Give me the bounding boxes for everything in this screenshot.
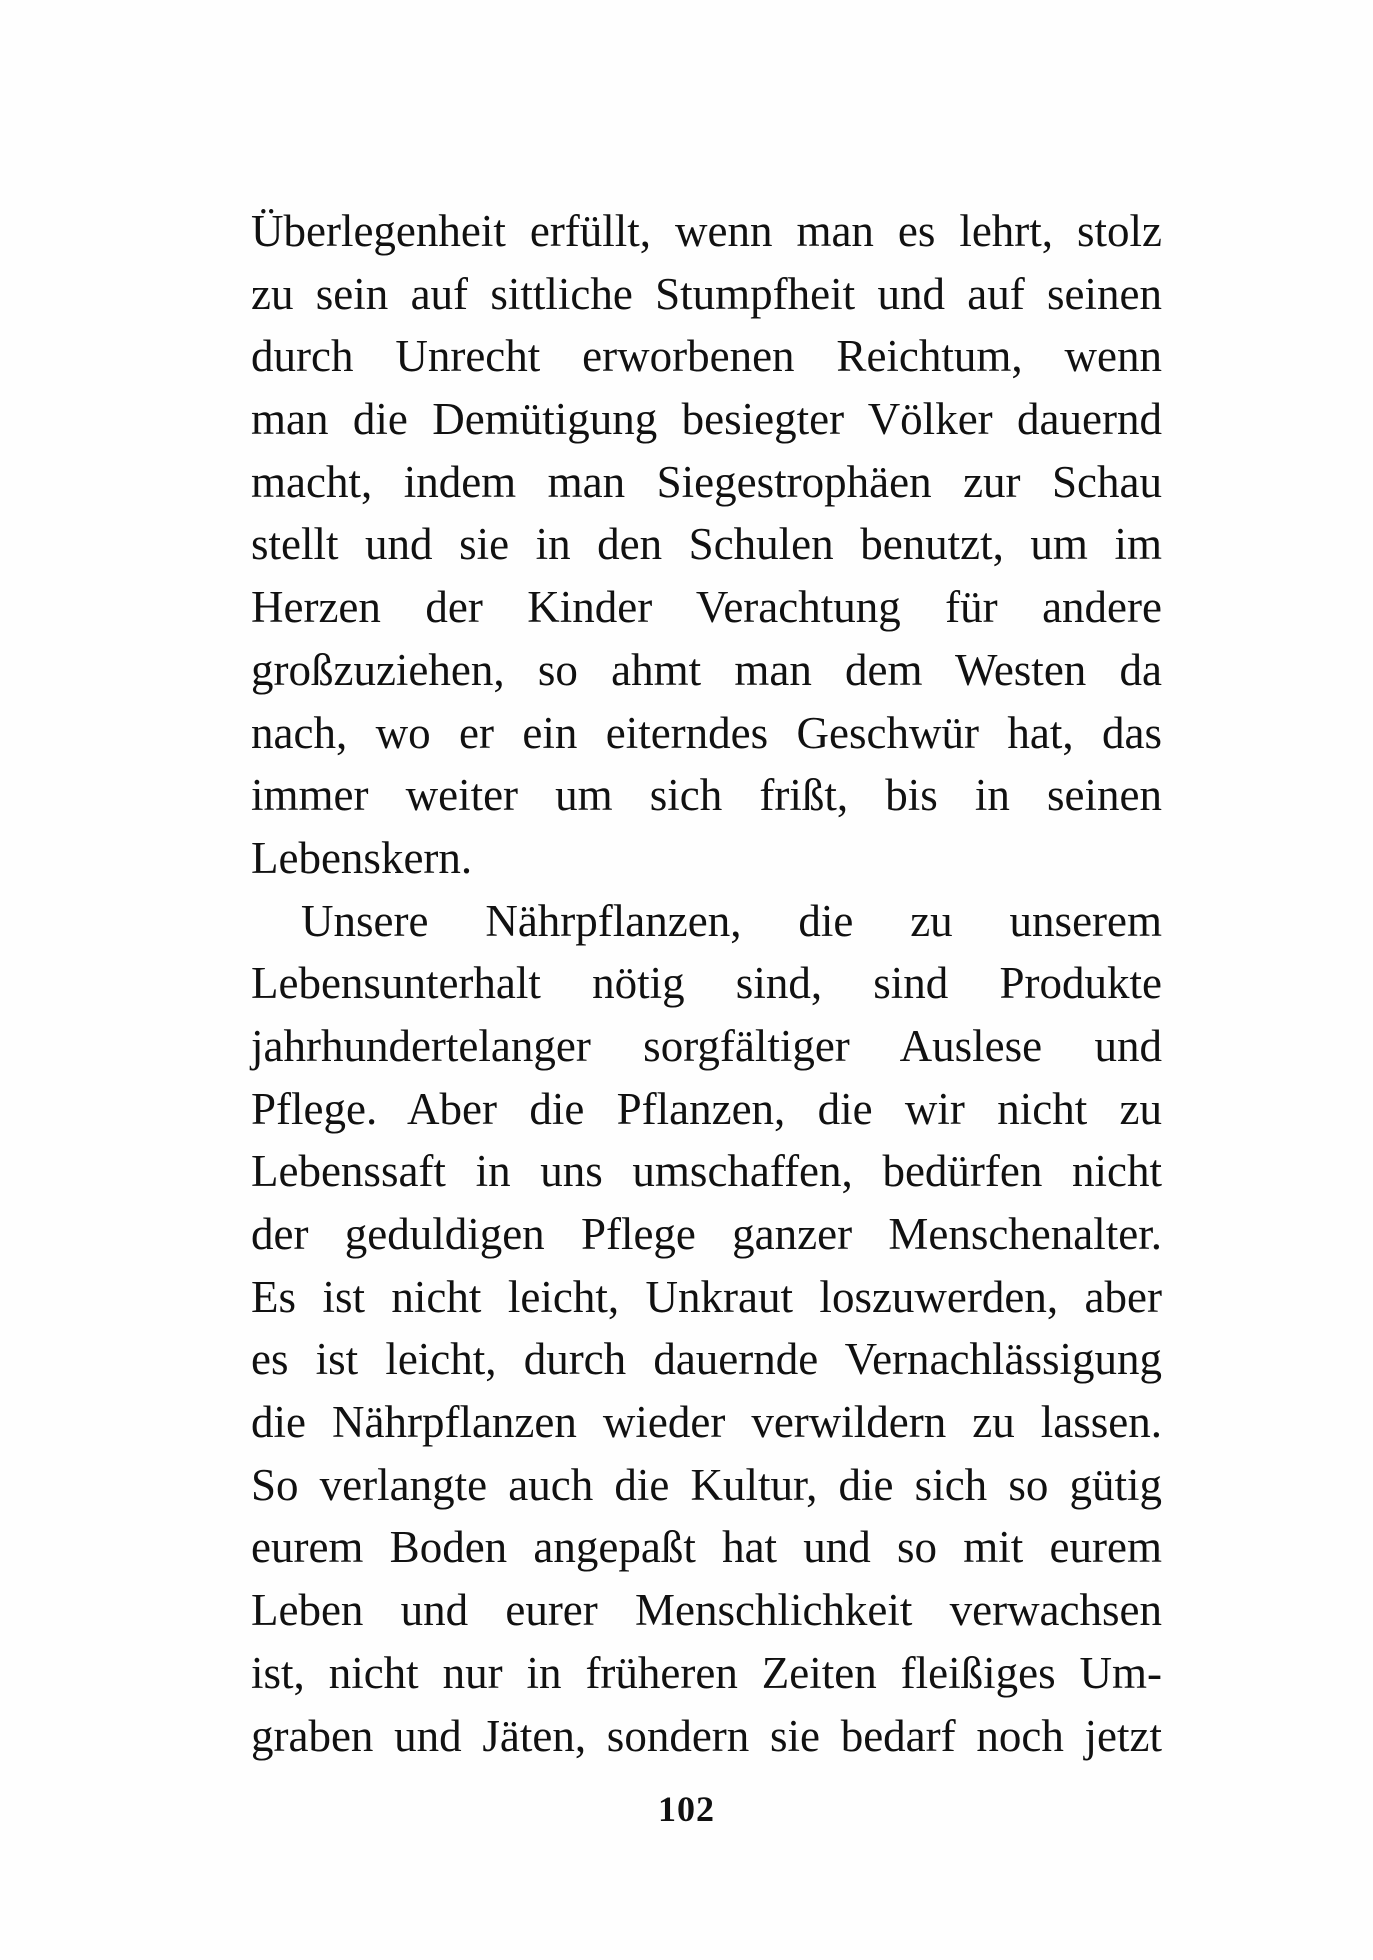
text-line: nach, wo er ein eiterndes Geschwür hat, das [251,707,1162,758]
text-line: eurem Boden angepaßt hat und so mit eurem [251,1522,1162,1573]
text-line: Überlegenheit erfüllt, wenn man es lehrt, stolz [251,206,1162,256]
text-line: großzuziehen, so ahmt man dem Westen da [251,644,1162,695]
paragraph [251,200,1162,890]
text-line: der geduldigen Pflege ganzer Menschenalter. [251,1209,1162,1259]
text-line: Lebenskern. [251,832,473,883]
text-line: Lebensunterhalt nötig sind, sind Produkte [251,958,1162,1009]
text-line: So verlangte auch die Kultur, die sich so gütig [251,1459,1162,1510]
text-line: die Nährpflanzen wieder verwildern zu lassen. [251,1397,1162,1448]
text-line: Unsere Nährpflanzen, die zu unserem [301,895,1162,946]
text-line: Lebenssaft in uns umschaffen, bedürfen nicht [251,1146,1162,1197]
text-line: graben und Jäten, sondern sie bedarf noch jetzt [251,1710,1162,1761]
text-line: macht, indem man Siegestrophäen zur Schau [251,456,1162,507]
text-line: jahrhundertelanger sorgfältiger Auslese und [251,1020,1162,1071]
paragraph [251,890,1162,1768]
body-text [251,200,1162,1767]
text-line: Pflege. Aber die Pflanzen, die wir nicht zu [251,1083,1162,1134]
text-line: es ist leicht, durch dauernde Vernachlässigung [251,1334,1162,1385]
text-line: man die Demütigung besiegter Völker dauernd [251,394,1162,445]
text-line: stellt und sie in den Schulen benutzt, um im [251,519,1162,570]
text-line: immer weiter um sich frißt, bis in seinen [251,770,1162,821]
text-line: durch Unrecht erworbenen Reichtum, wenn [251,331,1162,382]
text-line: Leben und eurer Menschlichkeit verwachsen [251,1585,1162,1636]
text-line: zu sein auf sittliche Stumpfheit und auf seinen [251,268,1162,319]
text-line: Es ist nicht leicht, Unkraut loszuwerden, aber [251,1271,1162,1322]
page-number: 102 [658,1789,715,1829]
text-line: ist, nicht nur in früheren Zeiten fleißiges Um- [251,1647,1162,1698]
text-line: Herzen der Kinder Verachtung für andere [251,582,1162,633]
